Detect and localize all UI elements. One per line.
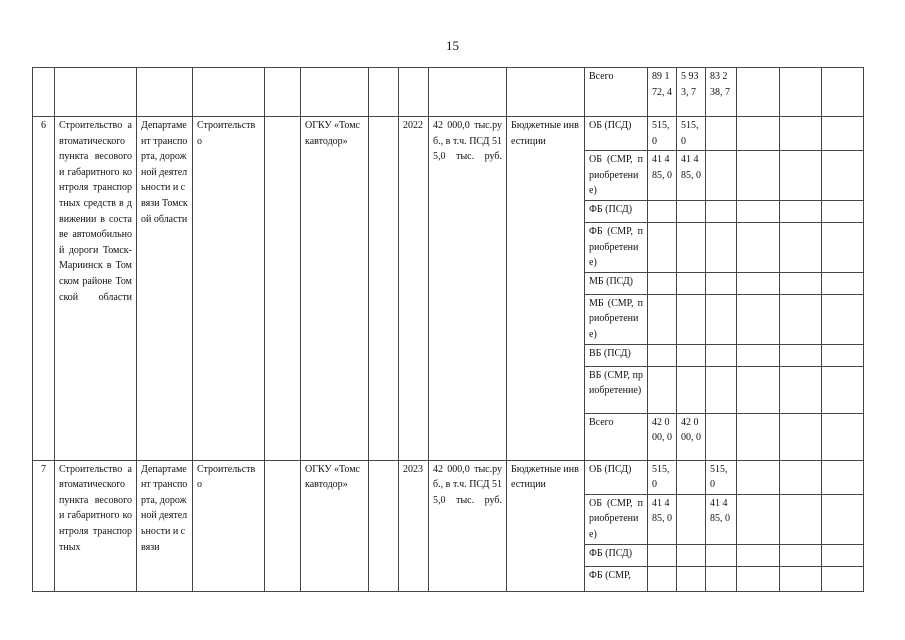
source-label: ОБ (ПСД) <box>585 460 648 494</box>
empty-cell <box>780 294 822 344</box>
empty-cell <box>780 494 822 544</box>
empty-cell <box>265 460 301 591</box>
value-cell: 515, 0 <box>648 117 677 151</box>
value-cell <box>677 344 706 366</box>
cost: 42 000,0 тыс.руб., в т.ч. ПСД 515,0 тыс. руб. <box>429 117 507 461</box>
empty-cell <box>737 272 780 294</box>
funding-type: Бюджетные инвестиции <box>507 460 585 591</box>
value-cell <box>648 272 677 294</box>
source-label: ФБ (ПСД) <box>585 200 648 222</box>
page-number: 15 <box>446 38 459 53</box>
customer: ОГКУ «Томскавтодор» <box>301 460 369 591</box>
source-label: Всего <box>585 413 648 460</box>
value-cell <box>706 413 737 460</box>
empty-cell <box>780 222 822 272</box>
source-label: ФБ (ПСД) <box>585 544 648 566</box>
value-cell: 5 933, 7 <box>677 68 706 117</box>
empty-cell <box>822 117 864 151</box>
empty-cell <box>737 566 780 591</box>
value-cell <box>677 494 706 544</box>
row-number: 6 <box>33 117 55 461</box>
source-label: Всего <box>585 68 648 117</box>
value-cell <box>648 544 677 566</box>
value-cell <box>706 366 737 413</box>
row-number: 7 <box>33 460 55 591</box>
empty-cell <box>737 413 780 460</box>
value-cell: 41 485, 0 <box>648 151 677 201</box>
empty-cell <box>822 413 864 460</box>
funding-type: Бюджетные инвестиции <box>507 117 585 461</box>
source-label: ОБ (СМР, приобретение) <box>585 151 648 201</box>
value-cell <box>706 151 737 201</box>
value-cell: 42 000, 0 <box>648 413 677 460</box>
empty-cell <box>369 117 399 461</box>
year: 2022 <box>399 117 429 461</box>
table-body-items <box>33 117 864 592</box>
object-name: Строительство автоматического пункта весового и габаритного контроля транспортных средств в движении в составе автомобильной дороги Томск-Мариинск в Томском районе Томской области <box>55 117 137 461</box>
value-cell <box>648 566 677 591</box>
value-cell <box>706 222 737 272</box>
value-cell <box>677 566 706 591</box>
source-label: ОБ (ПСД) <box>585 117 648 151</box>
empty-cell <box>822 294 864 344</box>
value-cell <box>677 544 706 566</box>
value-cell <box>706 566 737 591</box>
value-cell: 515, 0 <box>677 117 706 151</box>
empty-cell <box>737 366 780 413</box>
value-cell: 83 238, 7 <box>706 68 737 117</box>
empty-cell <box>822 366 864 413</box>
value-cell <box>706 544 737 566</box>
empty-cell <box>780 544 822 566</box>
empty-cell <box>737 344 780 366</box>
investment-table <box>32 67 864 592</box>
value-cell: 42 000, 0 <box>677 413 706 460</box>
value-cell <box>677 222 706 272</box>
empty-cell <box>822 460 864 494</box>
value-cell <box>677 460 706 494</box>
value-cell <box>648 222 677 272</box>
customer: ОГКУ «Томскавтодор» <box>301 117 369 461</box>
empty-cell <box>780 366 822 413</box>
value-cell: 515, 0 <box>648 460 677 494</box>
value-cell: 89 172, 4 <box>648 68 677 117</box>
value-cell: 41 485, 0 <box>706 494 737 544</box>
work-type: Строительство <box>193 117 265 461</box>
empty-cell <box>780 151 822 201</box>
value-cell <box>677 200 706 222</box>
value-cell: 41 485, 0 <box>677 151 706 201</box>
table-row-carryover <box>33 68 864 117</box>
source-label: ОБ (СМР, приобретение) <box>585 494 648 544</box>
value-cell <box>706 200 737 222</box>
value-cell: 515, 0 <box>706 460 737 494</box>
empty-cell <box>822 494 864 544</box>
empty-cell <box>737 494 780 544</box>
empty-cell <box>780 344 822 366</box>
cost: 42 000,0 тыс.руб., в т.ч. ПСД 515,0 тыс. руб. <box>429 460 507 591</box>
empty-cell <box>265 117 301 461</box>
table-row <box>33 117 864 151</box>
value-cell <box>706 294 737 344</box>
empty-cell <box>369 460 399 591</box>
year: 2023 <box>399 460 429 591</box>
empty-cell <box>737 117 780 151</box>
empty-cell <box>780 460 822 494</box>
empty-cell <box>737 544 780 566</box>
source-label: ВБ (ПСД) <box>585 344 648 366</box>
empty-cell <box>780 566 822 591</box>
empty-cell <box>780 200 822 222</box>
source-label: ВБ (СМР, приобретение) <box>585 366 648 413</box>
value-cell <box>706 117 737 151</box>
value-cell <box>648 294 677 344</box>
empty-cell <box>822 272 864 294</box>
department: Департамент транспорта, дорожной деятельности и связи <box>137 460 193 591</box>
value-cell <box>706 344 737 366</box>
value-cell <box>677 272 706 294</box>
empty-cell <box>737 460 780 494</box>
source-label: МБ (СМР, приобретение) <box>585 294 648 344</box>
empty-cell <box>822 566 864 591</box>
empty-cell <box>822 200 864 222</box>
value-cell <box>677 366 706 413</box>
work-type: Строительство <box>193 460 265 591</box>
source-label: ФБ (СМР, <box>585 566 648 591</box>
object-name: Строительство автоматического пункта весового и габаритного контроля транспортных <box>55 460 137 591</box>
value-cell <box>648 200 677 222</box>
empty-cell <box>780 413 822 460</box>
empty-cell <box>822 544 864 566</box>
empty-cell <box>780 117 822 151</box>
empty-cell <box>737 294 780 344</box>
value-cell <box>706 272 737 294</box>
value-cell <box>677 294 706 344</box>
empty-cell <box>822 222 864 272</box>
source-label: ФБ (СМР, приобретение) <box>585 222 648 272</box>
empty-cell <box>822 344 864 366</box>
empty-cell <box>737 200 780 222</box>
table-row <box>33 460 864 494</box>
value-cell <box>648 366 677 413</box>
empty-cell <box>822 151 864 201</box>
empty-cell <box>737 222 780 272</box>
empty-cell <box>737 151 780 201</box>
value-cell <box>648 344 677 366</box>
department: Департамент транспорта, дорожной деятельности и связи Томской области <box>137 117 193 461</box>
source-label: МБ (ПСД) <box>585 272 648 294</box>
empty-cell <box>780 272 822 294</box>
value-cell: 41 485, 0 <box>648 494 677 544</box>
